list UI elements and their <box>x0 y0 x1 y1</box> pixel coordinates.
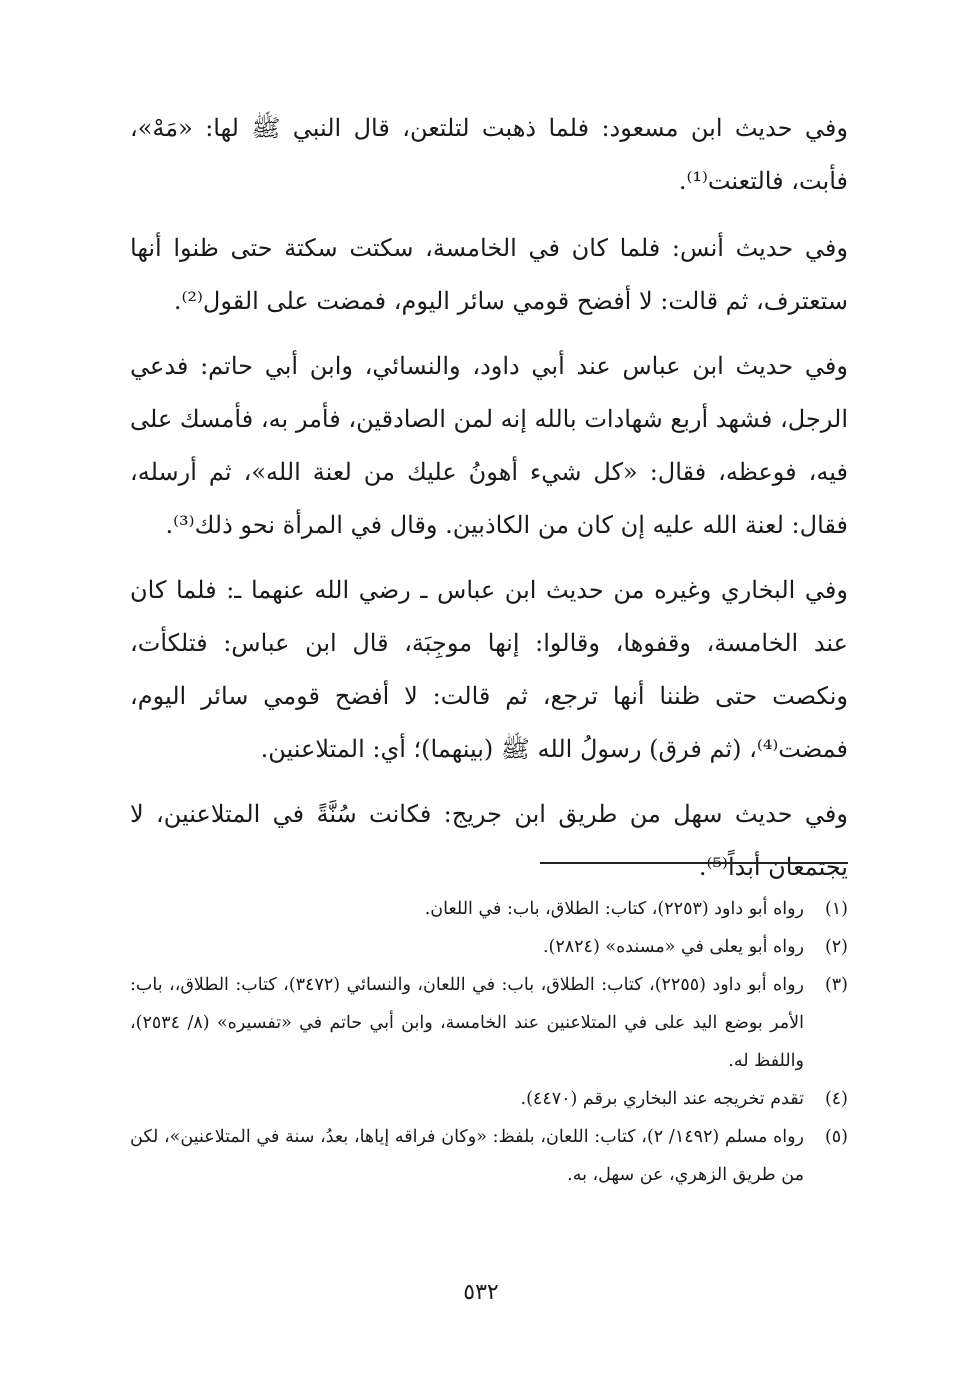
footnote-item <box>130 1118 848 1194</box>
footnote-item <box>130 928 848 966</box>
footnote-text: رواه أبو يعلى في «مسنده» (٢٨٢٤). <box>542 937 804 957</box>
paragraph-bukhari: وفي البخاري وغيره من حديث ابن عباس ـ رضي الله عنهما ـ: فلما كان عند الخامسة، وقفوها، وقالوا: إنها موجِبَة، قال ابن عباس: فتلكأت، ونكصت حتى ظننا أنها ترجع، ثم قالت: لا أفضح قومي سائر اليوم، فمضت⁽⁴⁾، (ثم فرق) رسولُ الله ﷺ (بينهما)؛ أي: المتلاعنين. <box>130 576 848 763</box>
footnote-text: رواه أبو داود (٢٢٥٣)، كتاب: الطلاق، باب: في اللعان. <box>424 899 804 919</box>
paragraph-ibn-abbas: وفي حديث ابن عباس عند أبي داود، والنسائي، وابن أبي حاتم: فدعي الرجل، فشهد أربع شهادات بالله إنه لمن الصادقين، فأمر به، فأمسك على فيه، فوعظه، فقال: «كل شيء أهونُ عليك من لعنة الله»، ثم أرسله، فقال: لعنة الله عليه إن كان من الكاذبين. وقال في المرأة نحو ذلك⁽³⁾. <box>130 352 848 539</box>
footnotes <box>130 890 848 1194</box>
footnote-number: (٤) <box>824 1089 848 1109</box>
main-text <box>130 102 848 906</box>
footnote-text: تقدم تخريجه عند البخاري برقم (٤٤٧٠). <box>520 1089 804 1109</box>
footnote-item <box>130 890 848 928</box>
footnote-item <box>130 1080 848 1118</box>
page-number: ٥٣٢ <box>463 1280 499 1305</box>
footnote-number: (٥) <box>824 1127 848 1147</box>
footnote-text: رواه مسلم (١٤٩٢/ ٢)، كتاب: اللعان، بلفظ: «وكان فراقه إياها، بعدُ، سنة في المتلاعنين»، لكن من طريق الزهري، عن سهل، به. <box>130 1127 805 1185</box>
paragraph-anas: وفي حديث أنس: فلما كان في الخامسة، سكتت سكتة حتى ظنوا أنها ستعترف، ثم قالت: لا أفضح قومي سائر اليوم، فمضت على القول⁽²⁾. <box>130 234 848 315</box>
paragraph-sahl: وفي حديث سهل من طريق ابن جريج: فكانت سُنَّةً في المتلاعنين، لا يجتمعان أبداً⁽⁵⁾. <box>130 800 848 881</box>
paragraph-ibn-masud: وفي حديث ابن مسعود: فلما ذهبت لتلتعن، قال النبي ﷺ لها: «مَهْ»، فأبت، فالتعنت⁽¹⁾. <box>130 114 848 195</box>
footnote-separator <box>540 862 848 864</box>
footnote-number: (٢) <box>824 937 848 957</box>
footnote-text: رواه أبو داود (٢٢٥٥)، كتاب: الطلاق، باب: في اللعان، والنسائي (٣٤٧٢)، كتاب: الطلاق،، باب: الأمر بوضع اليد على في المتلاعنين عند الخامسة، وابن أبي حاتم في «تفسيره» (٨/ ٢٥٣٤)، واللفظ له. <box>130 975 805 1071</box>
footnote-item <box>130 966 848 1080</box>
footnote-number: (٣) <box>824 975 848 995</box>
footnote-number: (١) <box>824 899 848 919</box>
